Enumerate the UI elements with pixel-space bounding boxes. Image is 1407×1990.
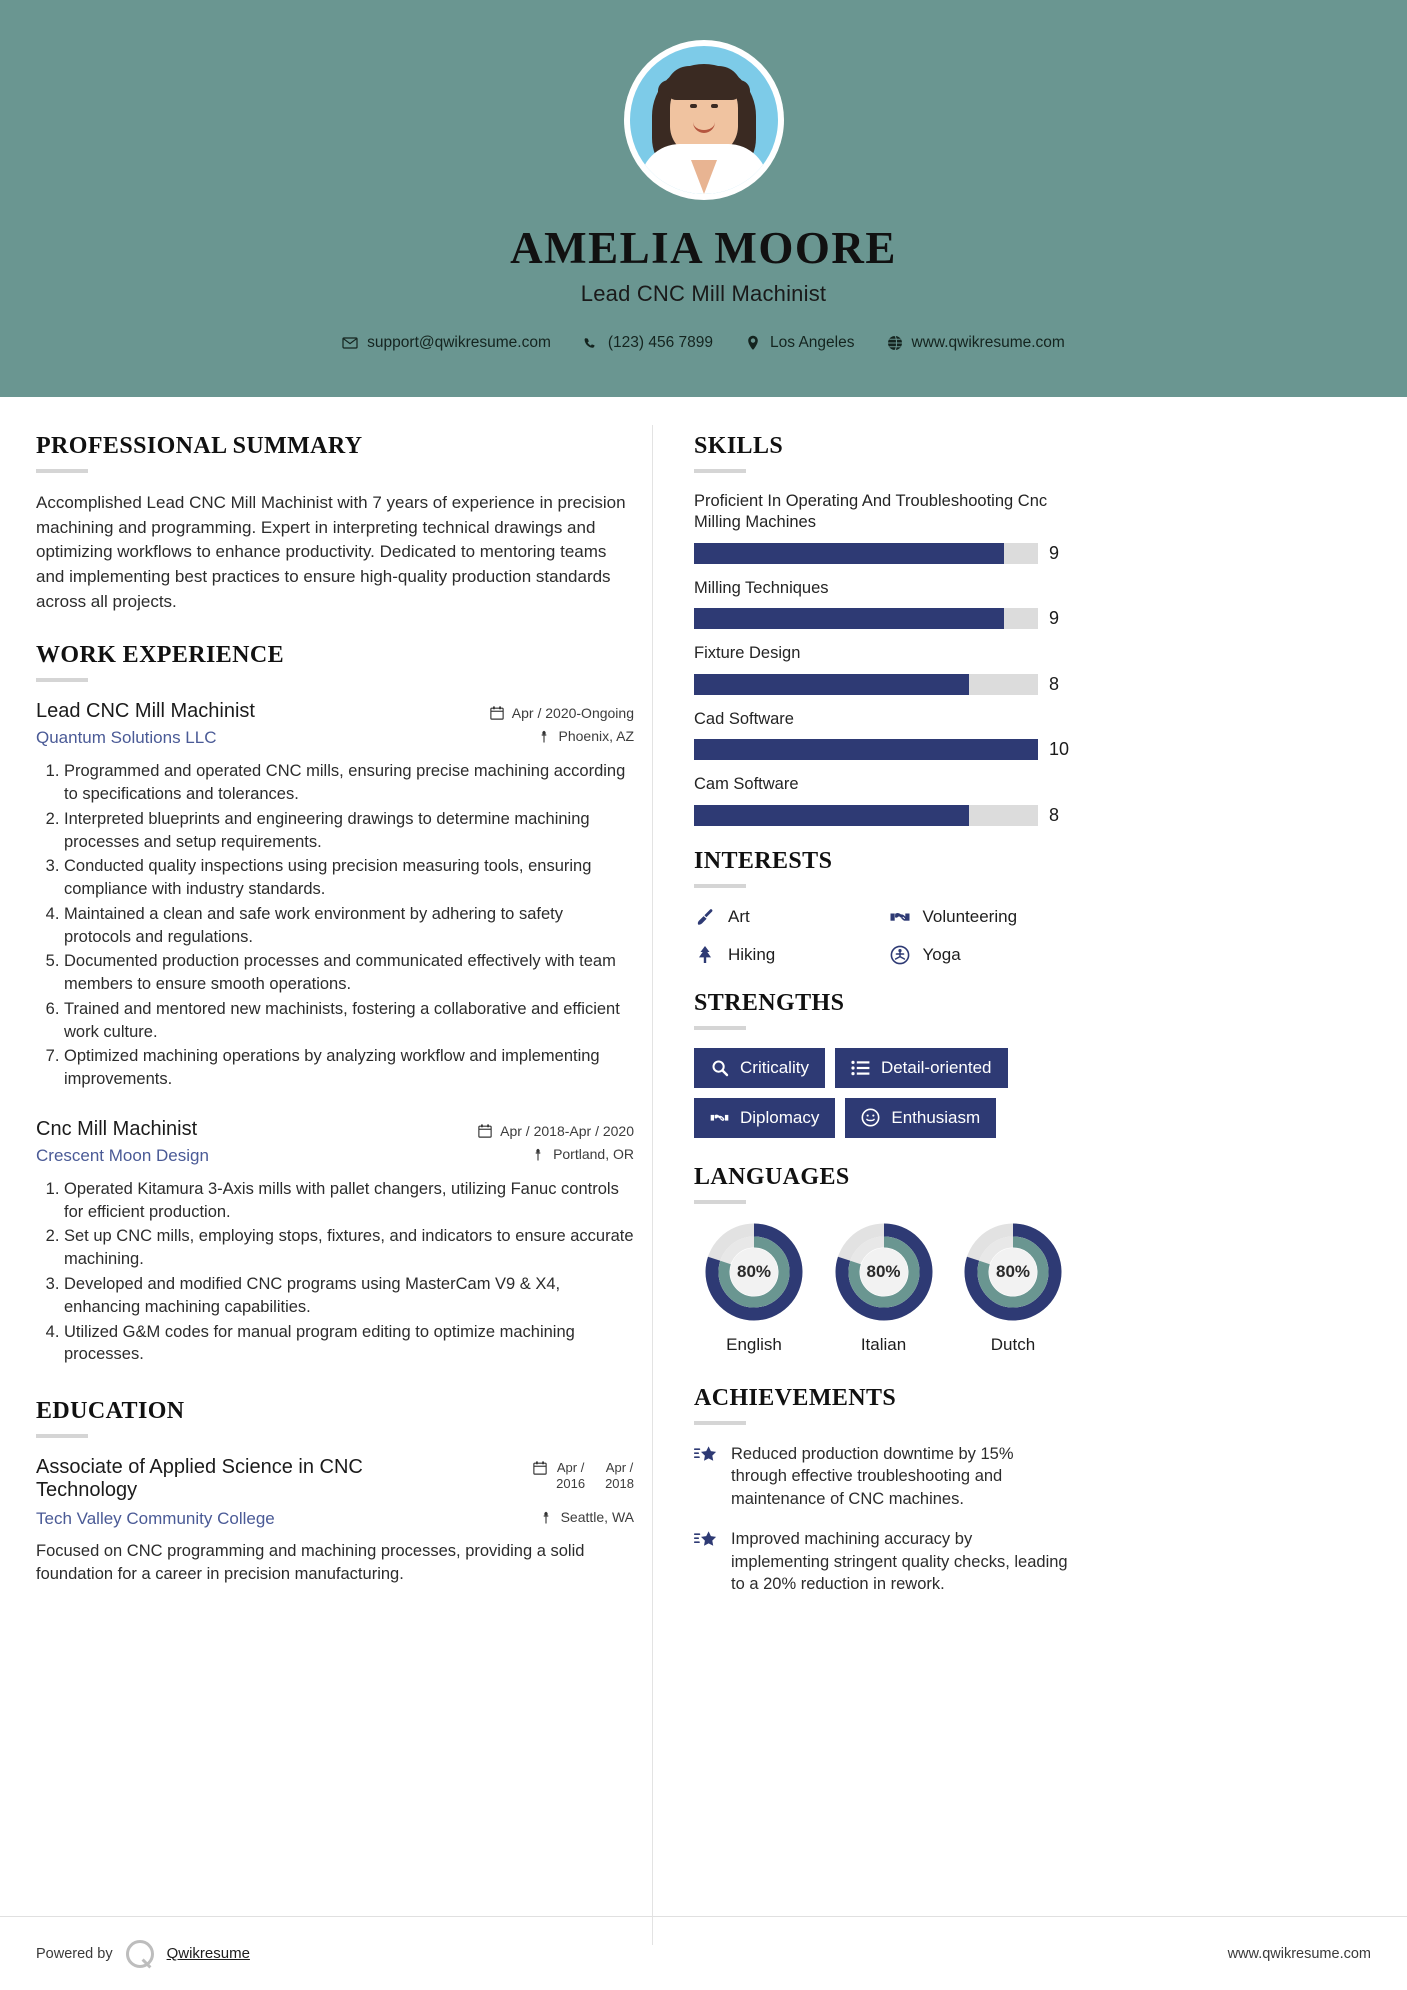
skill-label: Milling Techniques <box>694 578 829 597</box>
job-dates <box>477 1118 634 1139</box>
calendar-icon <box>489 705 505 721</box>
contact-email[interactable] <box>342 334 551 352</box>
handshake-icon <box>889 906 911 928</box>
globe-icon <box>887 335 903 351</box>
language-percent: 80% <box>866 1261 901 1281</box>
job-bullets <box>36 760 634 1091</box>
strength-label: Enthusiasm <box>891 1107 981 1127</box>
job-dates-text: Apr / 2018-Apr / 2020 <box>500 1122 634 1139</box>
education-degree: Associate of Applied Science in CNC Technology <box>36 1456 363 1502</box>
work-experience-heading: WORK EXPERIENCE <box>36 642 285 669</box>
section-rule <box>36 469 88 473</box>
strength-label: Detail-oriented <box>880 1057 992 1077</box>
language-name: Dutch <box>990 1334 1036 1354</box>
language-percent: 80% <box>995 1261 1031 1281</box>
job-bullets <box>36 1178 634 1366</box>
education-end-month: Apr / <box>605 1460 634 1476</box>
skill-label: Cad Software <box>694 709 794 728</box>
language-percent: 80% <box>736 1261 772 1281</box>
resume-header <box>0 0 1407 397</box>
education-location <box>538 1509 634 1525</box>
resume-footer <box>0 1916 1407 1990</box>
avatar-image <box>630 46 778 194</box>
job-location-text: Portland, OR <box>553 1145 634 1162</box>
education-start-year: 2016 <box>556 1476 586 1492</box>
language-donut-chart <box>834 1222 934 1322</box>
calendar-icon <box>477 1123 493 1139</box>
job-bullet: 4. Utilized G&M codes for manual program editing to optimize machining processes. <box>64 1321 634 1367</box>
strength-label: Criticality <box>740 1057 809 1077</box>
map-pin-icon <box>538 1509 554 1525</box>
education-item <box>36 1456 634 1587</box>
achievement-item <box>694 1443 1073 1511</box>
right-column <box>660 397 1073 1613</box>
section-education <box>36 1398 634 1587</box>
contact-bar <box>342 334 1065 352</box>
professional-summary-text: Accomplished Lead CNC Mill Machinist with 7 years of experience in precision machining and programming. Expert in interpreting technical drawings and optimizing workflows to enhance productivity. Dedicated to mentoring teams and implementing best practices to ensure high-quality production standards across all projects. <box>36 493 626 611</box>
job-bullet: 2. Set up CNC mills, employing stops, fixtures, and indicators to ensure accurate machining. <box>64 1225 634 1271</box>
job-bullet: 5. Documented production processes and communicated effectively with team members to ensure smooth operations. <box>64 950 634 996</box>
candidate-name: AMELIA MOORE <box>510 223 897 273</box>
education-start-date <box>556 1460 585 1493</box>
section-rule <box>694 884 746 888</box>
interest-label: Volunteering <box>922 906 1018 926</box>
skill-label: Fixture Design <box>694 644 801 663</box>
job-title: Lead CNC Mill Machinist <box>36 700 255 723</box>
skill-item <box>694 709 1073 760</box>
section-strengths <box>694 990 1073 1138</box>
job-company[interactable]: Quantum Solutions LLC <box>36 728 217 748</box>
contact-email-text: support@qwikresume.com <box>367 334 551 351</box>
skill-label: Proficient In Operating And Troubleshooting Cnc Milling Machines <box>694 492 1048 532</box>
interest-item <box>694 906 879 928</box>
qwikresume-brand-link[interactable]: Qwikresume <box>166 1945 250 1962</box>
contact-phone[interactable] <box>583 334 713 352</box>
job-company[interactable]: Crescent Moon Design <box>36 1145 209 1165</box>
strength-chip <box>835 1048 1008 1088</box>
location-pin-icon <box>745 335 761 351</box>
interest-item <box>889 944 1074 966</box>
interest-item <box>694 944 879 966</box>
star-badge-icon <box>694 1445 718 1469</box>
experience-item <box>36 700 634 1091</box>
education-description: Focused on CNC programming and machining processes, providing a solid foundation for a career in precision manufacturing. <box>36 1542 585 1584</box>
job-location <box>530 1146 634 1162</box>
experience-item <box>36 1118 634 1366</box>
skill-item <box>694 578 1073 629</box>
section-interests <box>694 848 1073 966</box>
skill-bar-fill <box>694 608 1004 629</box>
skill-bar-fill <box>694 674 969 695</box>
footer-url[interactable]: www.qwikresume.com <box>1227 1945 1371 1962</box>
skill-bar-track <box>694 543 1038 564</box>
job-bullet: 4. Maintained a clean and safe work environment by adhering to safety protocols and regulations. <box>64 903 634 949</box>
section-skills <box>694 433 1073 826</box>
skill-bar-fill <box>694 739 1038 760</box>
powered-by-block <box>36 1940 250 1968</box>
section-rule <box>694 1200 746 1204</box>
skill-label: Cam Software <box>694 775 799 794</box>
language-item <box>694 1222 814 1355</box>
section-rule <box>36 678 88 682</box>
languages-heading: LANGUAGES <box>694 1163 850 1190</box>
map-pin-icon <box>530 1146 546 1162</box>
avatar <box>624 40 784 200</box>
contact-location-text: Los Angeles <box>770 334 855 351</box>
powered-by-label: Powered by <box>36 1945 113 1962</box>
language-donut-chart <box>704 1222 804 1322</box>
skill-value: 8 <box>1049 673 1060 694</box>
skill-item <box>694 491 1073 564</box>
job-bullet: 3. Developed and modified CNC programs using MasterCam V9 & X4, enhancing machining capabilities. <box>64 1273 634 1319</box>
skill-bar-fill <box>694 543 1004 564</box>
skill-bar-fill <box>694 805 969 826</box>
handshake-icon <box>710 1108 729 1127</box>
contact-website[interactable] <box>887 334 1065 352</box>
contact-phone-text: (123) 456 7899 <box>607 334 714 351</box>
skills-heading: SKILLS <box>694 433 784 459</box>
section-rule <box>36 1434 88 1438</box>
smiley-icon <box>861 1108 880 1127</box>
magnifier-icon <box>710 1058 729 1077</box>
strength-chip <box>694 1048 825 1088</box>
job-bullet: 3. Conducted quality inspections using precision measuring tools, ensuring compliance with industry standards. <box>64 855 634 901</box>
job-location <box>536 728 635 744</box>
map-pin-icon <box>536 728 552 744</box>
language-donut-chart <box>963 1222 1063 1322</box>
achievement-text: Improved machining accuracy by implementing stringent quality checks, leading to a 20% reduction in rework. <box>731 1529 1068 1594</box>
education-start-month: Apr / <box>556 1460 585 1476</box>
interest-label: Hiking <box>728 944 776 964</box>
left-column <box>36 397 660 1613</box>
job-dates <box>489 700 634 721</box>
language-name: Italian <box>860 1334 907 1354</box>
education-dates <box>532 1456 634 1493</box>
skill-bar-track <box>694 739 1038 760</box>
skill-value: 9 <box>1049 608 1060 629</box>
qwikresume-logo-icon <box>126 1940 154 1968</box>
resume-body <box>0 397 1407 1613</box>
interest-label: Art <box>728 906 750 926</box>
skill-bar-track <box>694 674 1038 695</box>
interest-label: Yoga <box>922 944 961 964</box>
job-location-text: Phoenix, AZ <box>558 728 634 745</box>
strength-chip <box>845 1098 996 1138</box>
section-rule <box>694 469 746 473</box>
skill-bar-track <box>694 805 1038 826</box>
strengths-heading: STRENGTHS <box>694 989 845 1016</box>
calendar-icon <box>532 1460 548 1476</box>
language-item <box>953 1222 1073 1355</box>
skill-value: 10 <box>1049 739 1070 760</box>
section-rule <box>694 1421 746 1425</box>
list-icon <box>851 1058 870 1077</box>
section-professional-summary <box>36 433 634 614</box>
section-achievements <box>694 1385 1073 1597</box>
achievement-item <box>694 1528 1073 1596</box>
education-end-date <box>605 1460 634 1493</box>
skill-value: 9 <box>1049 542 1060 563</box>
contact-location <box>745 334 854 352</box>
job-bullet: 1. Programmed and operated CNC mills, ensuring precise machining according to specifications and tolerances. <box>64 760 634 806</box>
job-bullet: 7. Optimized machining operations by analyzing workflow and implementing improvements. <box>64 1045 634 1091</box>
skill-bar-track <box>694 608 1038 629</box>
yoga-icon <box>889 944 911 966</box>
strength-label: Diplomacy <box>740 1107 820 1127</box>
column-divider <box>652 425 653 1945</box>
envelope-icon <box>342 335 358 351</box>
paintbrush-icon <box>694 906 716 928</box>
achievements-heading: ACHIEVEMENTS <box>694 1384 897 1411</box>
interest-item <box>889 906 1074 928</box>
education-location-text: Seattle, WA <box>560 1509 634 1526</box>
job-bullet: 2. Interpreted blueprints and engineering drawings to determine machining processes and setup requirements. <box>64 808 634 854</box>
phone-icon <box>583 335 599 351</box>
education-heading: EDUCATION <box>36 1398 185 1425</box>
skill-value: 8 <box>1049 804 1060 825</box>
strength-chip <box>694 1098 835 1138</box>
candidate-role: Lead CNC Mill Machinist <box>580 281 827 306</box>
job-bullet: 6. Trained and mentored new machinists, fostering a collaborative and efficient work culture. <box>64 998 634 1044</box>
job-title: Cnc Mill Machinist <box>36 1117 198 1140</box>
job-bullet: 1. Operated Kitamura 3-Axis mills with pallet changers, utilizing Fanuc controls for efficient production. <box>64 1178 634 1224</box>
interests-heading: INTERESTS <box>694 847 833 874</box>
tree-icon <box>694 944 716 966</box>
language-name: English <box>726 1334 782 1354</box>
skill-item <box>694 643 1073 694</box>
job-dates-text: Apr / 2020-Ongoing <box>511 705 634 722</box>
contact-website-text: www.qwikresume.com <box>911 334 1065 351</box>
section-rule <box>694 1026 746 1030</box>
education-school[interactable]: Tech Valley Community College <box>36 1509 275 1529</box>
achievement-text: Reduced production downtime by 15% through effective troubleshooting and maintenance of CNC machines. <box>731 1444 1014 1509</box>
professional-summary-heading: PROFESSIONAL SUMMARY <box>36 433 363 459</box>
language-item <box>824 1222 944 1355</box>
section-work-experience <box>36 642 634 1366</box>
section-languages <box>694 1164 1073 1355</box>
skill-item <box>694 774 1073 825</box>
education-end-year: 2018 <box>605 1476 634 1492</box>
star-badge-icon <box>694 1530 718 1554</box>
